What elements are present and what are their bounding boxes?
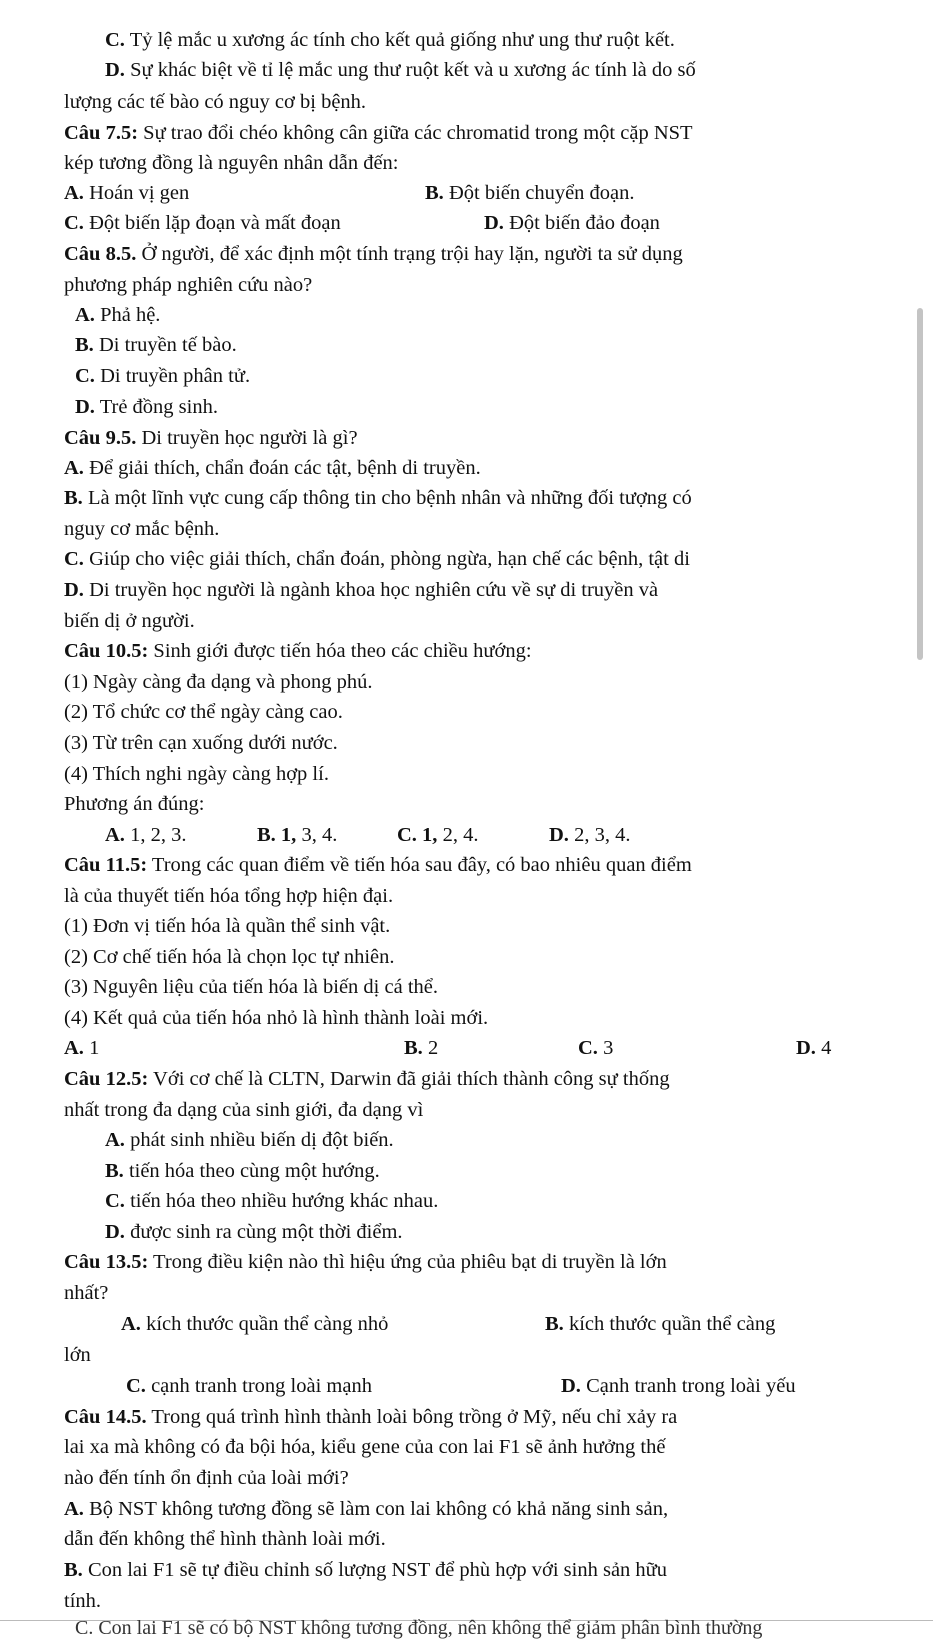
text-line: [105, 1191, 438, 1212]
text-line: [64, 458, 481, 479]
line-text: tiến hóa theo nhiều hướng khác nhau.: [124, 1190, 439, 1212]
text-line: [397, 825, 478, 846]
line-text: kép tương đồng là nguyên nhân dẫn đến:: [64, 152, 399, 174]
text-line: [796, 1038, 831, 1059]
line-text: cạnh tranh trong loài mạnh: [145, 1375, 372, 1397]
line-text: tiến hóa theo cùng một hướng.: [123, 1160, 380, 1182]
line-text: 3, 4.: [296, 824, 338, 846]
line-text: phương pháp nghiên cứu nào?: [64, 274, 313, 296]
line-text: 2, 3, 4.: [568, 824, 631, 846]
line-text: (4) Thích nghi ngày càng hợp lí.: [64, 763, 329, 785]
line-text: Đột biến đảo đoạn: [503, 212, 660, 234]
text-line: [126, 1376, 372, 1397]
bold-label: C.: [105, 29, 125, 51]
bold-label: C. 1,: [397, 824, 438, 846]
line-text: Với cơ chế là CLTN, Darwin đã giải thích thành công sự thống: [148, 1068, 670, 1090]
text-line: [64, 1437, 665, 1458]
text-line: [105, 1130, 394, 1151]
text-line: [64, 153, 399, 174]
line-text: kích thước quần thể càng nhỏ: [140, 1313, 389, 1335]
line-text: (1) Ngày càng đa dạng và phong phú.: [64, 671, 373, 693]
bold-label: Câu 14.5.: [64, 1406, 147, 1428]
text-line: [549, 825, 630, 846]
text-line: [64, 123, 693, 144]
vertical-scrollbar[interactable]: [917, 308, 923, 660]
line-text: phát sinh nhiều biến dị đột biến.: [124, 1129, 394, 1151]
line-text: nguy cơ mắc bệnh.: [64, 518, 220, 540]
text-line: [105, 1161, 380, 1182]
text-line: [64, 672, 373, 693]
line-text: nào đến tính ổn định của loài mới?: [64, 1467, 349, 1489]
bold-label: A.: [64, 457, 84, 479]
bold-label: B.: [425, 182, 444, 204]
bold-label: D.: [105, 1221, 125, 1243]
text-line: [105, 30, 675, 51]
line-text: lai xa mà không có đa bội hóa, kiểu gene của con lai F1 sẽ ảnh hưởng thế: [64, 1436, 666, 1458]
text-line: [64, 1252, 667, 1273]
bold-label: B.: [404, 1037, 423, 1059]
line-text: Cạnh tranh trong loài yếu: [580, 1375, 796, 1397]
text-line: [64, 855, 692, 876]
line-text: Sinh giới được tiến hóa theo các chiều hướng:: [148, 640, 532, 662]
line-text: (4) Kết quả của tiến hóa nhỏ là hình thành loài mới.: [64, 1007, 489, 1029]
line-text: Trong các quan điểm về tiến hóa sau đây, có bao nhiêu quan điểm: [147, 854, 692, 876]
text-line: [257, 825, 337, 846]
bold-label: B.: [64, 1559, 83, 1581]
text-line: [64, 1345, 91, 1366]
text-line: [64, 213, 341, 234]
bold-label: C.: [578, 1037, 598, 1059]
bold-label: B.: [64, 487, 83, 509]
line-text: Đột biến lặp đoạn và mất đoạn: [83, 212, 341, 234]
text-line: [75, 366, 250, 387]
text-line: [64, 275, 312, 296]
line-text: được sinh ra cùng một thời điểm.: [124, 1221, 403, 1243]
text-line: [64, 1407, 677, 1428]
text-line: [75, 305, 160, 326]
bold-label: C.: [64, 548, 84, 570]
text-line: [64, 947, 395, 968]
text-line: [64, 916, 390, 937]
bold-label: A.: [64, 1037, 84, 1059]
text-line: [64, 886, 393, 907]
line-text: Để giải thích, chẩn đoán các tật, bệnh di truyền.: [83, 457, 481, 479]
line-text: nhất trong đa dạng của sinh giới, đa dạng vì: [64, 1099, 424, 1121]
text-line: [64, 92, 366, 113]
text-line: [64, 1008, 488, 1029]
bold-label: B.: [105, 1160, 124, 1182]
bold-label: A.: [105, 1129, 125, 1151]
line-text: Tỷ lệ mắc u xương ác tính cho kết quả giống như ung thư ruột kết.: [124, 29, 675, 51]
line-text: biến dị ở người.: [64, 610, 195, 632]
bold-label: Câu 10.5:: [64, 640, 149, 662]
line-text: Sự trao đổi chéo không cân giữa các chromatid trong một cặp NST: [138, 122, 693, 144]
line-text: lớn: [64, 1344, 91, 1366]
text-line: [425, 183, 635, 204]
bold-label: D.: [549, 824, 569, 846]
bold-label: B. 1,: [257, 824, 297, 846]
text-line: [64, 1499, 668, 1520]
bold-label: A.: [75, 304, 95, 326]
line-text: Trẻ đồng sinh.: [94, 396, 218, 418]
bold-label: A.: [121, 1313, 141, 1335]
text-line: [64, 488, 692, 509]
bold-label: Câu 12.5:: [64, 1068, 149, 1090]
text-line: [404, 1038, 438, 1059]
bold-label: D.: [64, 579, 84, 601]
line-text: (2) Cơ chế tiến hóa là chọn lọc tự nhiên.: [64, 946, 395, 968]
bold-label: A.: [64, 182, 84, 204]
text-line: [64, 580, 658, 601]
line-text: 1, 2, 3.: [124, 824, 187, 846]
text-line: [64, 428, 358, 449]
line-text: Di truyền phân tử.: [94, 365, 251, 387]
line-text: Phương án đúng:: [64, 793, 205, 815]
bold-label: D.: [105, 59, 125, 81]
bold-label: D.: [796, 1037, 816, 1059]
text-line: [64, 733, 338, 754]
text-line: [64, 1560, 667, 1581]
text-line: [121, 1314, 388, 1335]
cut-off-line: C. Con lai F1 sẽ có bộ NST không tương đồng, nên không thể giảm phân bình thường: [75, 1617, 763, 1639]
line-text: Di truyền học người là gì?: [136, 427, 358, 449]
text-line: [64, 1529, 386, 1550]
text-line: [64, 702, 343, 723]
text-line: [64, 764, 329, 785]
line-text: (3) Nguyên liệu của tiến hóa là biến dị cá thể.: [64, 976, 438, 998]
line-text: Phả hệ.: [94, 304, 161, 326]
bold-label: Câu 11.5:: [64, 854, 148, 876]
line-text: Di truyền học người là ngành khoa học nghiên cứu về sự di truyền và: [83, 579, 659, 601]
bold-label: Câu 8.5.: [64, 243, 137, 265]
bold-label: D.: [75, 396, 95, 418]
line-text: (3) Từ trên cạn xuống dưới nước.: [64, 732, 338, 754]
line-text: Con lai F1 sẽ tự điều chỉnh số lượng NST để phù hợp với sinh sản hữu: [82, 1559, 668, 1581]
bold-label: D.: [484, 212, 504, 234]
text-line: [64, 244, 683, 265]
bold-label: Câu 9.5.: [64, 427, 137, 449]
line-text: (2) Tổ chức cơ thể ngày càng cao.: [64, 701, 343, 723]
text-line: [561, 1376, 796, 1397]
line-text: Ở người, để xác định một tính trạng trội hay lặn, người ta sử dụng: [136, 243, 683, 265]
text-line: [64, 794, 204, 815]
line-text: Là một lĩnh vực cung cấp thông tin cho bệnh nhân và những đối tượng có: [82, 487, 692, 509]
line-text: là của thuyết tiến hóa tổng hợp hiện đại.: [64, 885, 394, 907]
text-line: [578, 1038, 613, 1059]
text-line: [105, 1222, 403, 1243]
line-text: Bộ NST không tương đồng sẽ làm con lai không có khả năng sinh sản,: [83, 1498, 669, 1520]
line-text: Trong quá trình hình thành loài bông trồng ở Mỹ, nếu chỉ xảy ra: [146, 1406, 678, 1428]
text-line: [64, 1069, 670, 1090]
text-line: [64, 183, 189, 204]
line-text: 2: [422, 1037, 439, 1059]
text-line: [64, 549, 690, 570]
bold-label: A.: [105, 824, 125, 846]
bold-label: B.: [75, 334, 94, 356]
line-text: Trong điều kiện nào thì hiệu ứng của phiêu bạt di truyền là lớn: [148, 1251, 667, 1273]
line-text: tính.: [64, 1590, 102, 1612]
text-line: [64, 641, 532, 662]
line-text: 2, 4.: [437, 824, 479, 846]
text-line: [105, 60, 696, 81]
bold-label: B.: [545, 1313, 564, 1335]
line-text: 3: [597, 1037, 614, 1059]
text-line: [105, 825, 186, 846]
bold-label: A.: [64, 1498, 84, 1520]
bold-label: Câu 13.5:: [64, 1251, 149, 1273]
bold-label: C.: [105, 1190, 125, 1212]
line-text: 4: [815, 1037, 832, 1059]
line-text: (1) Đơn vị tiến hóa là quần thể sinh vật.: [64, 915, 391, 937]
text-line: [75, 397, 218, 418]
bold-label: C.: [64, 212, 84, 234]
line-text: kích thước quần thể càng: [563, 1313, 776, 1335]
text-line: [64, 1038, 99, 1059]
text-line: [75, 335, 237, 356]
line-text: Di truyền tế bào.: [93, 334, 237, 356]
text-line: [64, 977, 438, 998]
line-text: Hoán vị gen: [83, 182, 190, 204]
bold-label: Câu 7.5:: [64, 122, 139, 144]
text-line: [64, 519, 219, 540]
bold-label: C.: [75, 365, 95, 387]
bold-label: C.: [126, 1375, 146, 1397]
line-text: Giúp cho việc giải thích, chẩn đoán, phòng ngừa, hạn chế các bệnh, tật di: [83, 548, 690, 570]
text-line: [545, 1314, 775, 1335]
text-line: [64, 1591, 101, 1612]
line-text: Đột biến chuyển đoạn.: [443, 182, 635, 204]
text-line: [64, 611, 195, 632]
text-line: [64, 1100, 423, 1121]
line-text: lượng các tế bào có nguy cơ bị bệnh.: [64, 91, 367, 113]
line-text: dẫn đến không thể hình thành loài mới.: [64, 1528, 386, 1550]
line-text: 1: [83, 1037, 100, 1059]
line-text: nhất?: [64, 1282, 109, 1304]
text-line: [64, 1283, 108, 1304]
bold-label: D.: [561, 1375, 581, 1397]
text-line: [484, 213, 660, 234]
text-line: [64, 1468, 349, 1489]
line-text: Sự khác biệt về tỉ lệ mắc ung thư ruột kết và u xương ác tính là do số: [124, 59, 696, 81]
